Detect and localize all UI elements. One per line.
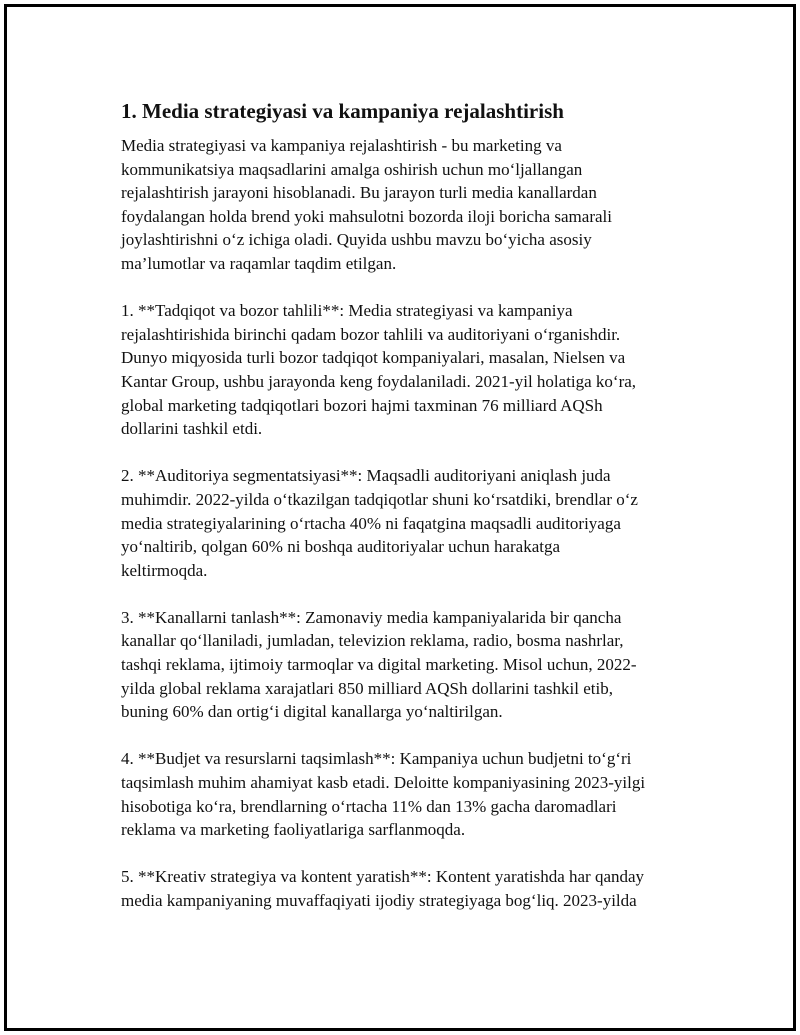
document-title: 1. Media strategiyasi va kampaniya rejalashtirish (121, 99, 564, 123)
text-line: global marketing tadqiqotlari bozori hajmi taxminan 76 milliard AQSh (121, 395, 603, 415)
text-line: reklama va marketing faoliyatlariga sarflanmoqda. (121, 820, 466, 840)
text-line: keltirmoqda. (121, 560, 208, 580)
paragraph-list (121, 134, 701, 913)
text-line: Kantar Group, ushbu jarayonda keng foydalaniladi. 2021-yil holatiga ko‘ra, (121, 371, 637, 391)
text-line: media strategiyalarining o‘rtacha 40% ni faqatgina maqsadli auditoriyaga (121, 513, 621, 533)
text-line: rejalashtirishida birinchi qadam bozor tahlili va auditoriyani o‘rganishdir. (121, 324, 621, 344)
text-line: muhimdir. 2022-yilda o‘tkazilgan tadqiqotlar shuni ko‘rsatdiki, brendlar o‘z (121, 489, 638, 509)
text-line: Media strategiyasi va kampaniya rejalashtirish - bu marketing va (121, 136, 562, 155)
text-line: joylashtirishni o‘z ichiga oladi. Quyida ushbu mavzu bo‘yicha asosiy (121, 230, 592, 250)
text-line: yo‘naltirib, qolgan 60% ni boshqa auditoriyalar uchun harakatga (121, 537, 561, 557)
text-line: 4. **Budjet va resurslarni taqsimlash**: Kampaniya uchun budjetni to‘g‘ri (121, 749, 632, 769)
text-line: ma’lumotlar va raqamlar taqdim etilgan. (121, 253, 397, 273)
text-line: kommunikatsiya maqsadlarini amalga oshirish uchun mo‘ljallangan (121, 159, 583, 179)
text-line: tashqi reklama, ijtimoiy tarmoqlar va digital marketing. Misol uchun, 2022- (121, 655, 637, 675)
text-line: buning 60% dan ortig‘i digital kanallarga yo‘naltirilgan. (121, 702, 503, 722)
text-line: 1. **Tadqiqot va bozor tahlili**: Media strategiyasi va kampaniya (121, 301, 573, 321)
text-line: Dunyo miqyosida turli bozor tadqiqot kompaniyalari, masalan, Nielsen va (121, 348, 626, 368)
paragraph (121, 606, 701, 724)
text-line: 5. **Kreativ strategiya va kontent yaratish**: Kontent yaratishda har qanday (121, 867, 645, 887)
paragraph (121, 865, 701, 912)
text-line: yilda global reklama xarajatlari 850 milliard AQSh dollarini tashkil etib, (121, 678, 613, 698)
text-line: rejalashtirish jarayoni hisoblanadi. Bu jarayon turli media kanallardan (121, 183, 597, 203)
text-line: hisobotiga ko‘ra, brendlarning o‘rtacha 11% dan 13% gacha daromadlari (121, 796, 617, 816)
page-frame (4, 4, 796, 1031)
document-body (121, 98, 701, 936)
text-line: taqsimlash muhim ahamiyat kasb etadi. Deloitte kompaniyasining 2023-yilgi (121, 773, 646, 793)
text-line: dollarini tashkil etdi. (121, 419, 263, 439)
text-line: foydalangan holda brend yoki mahsulotni bozorda iloji boricha samarali (121, 206, 612, 226)
text-line: kanallar qo‘llaniladi, jumladan, televizion reklama, radio, bosma nashrlar, (121, 631, 624, 651)
paragraph (121, 299, 701, 441)
text-line: media kampaniyaning muvaffaqiyati ijodiy strategiyaga bog‘liq. 2023-yilda (121, 891, 637, 910)
text-line: 3. **Kanallarni tanlash**: Zamonaviy media kampaniyalarida bir qancha (121, 607, 622, 627)
text-line: 2. **Auditoriya segmentatsiyasi**: Maqsadli auditoriyani aniqlash juda (121, 466, 611, 486)
paragraph (121, 747, 701, 841)
paragraph (121, 134, 701, 276)
paragraph (121, 464, 701, 582)
